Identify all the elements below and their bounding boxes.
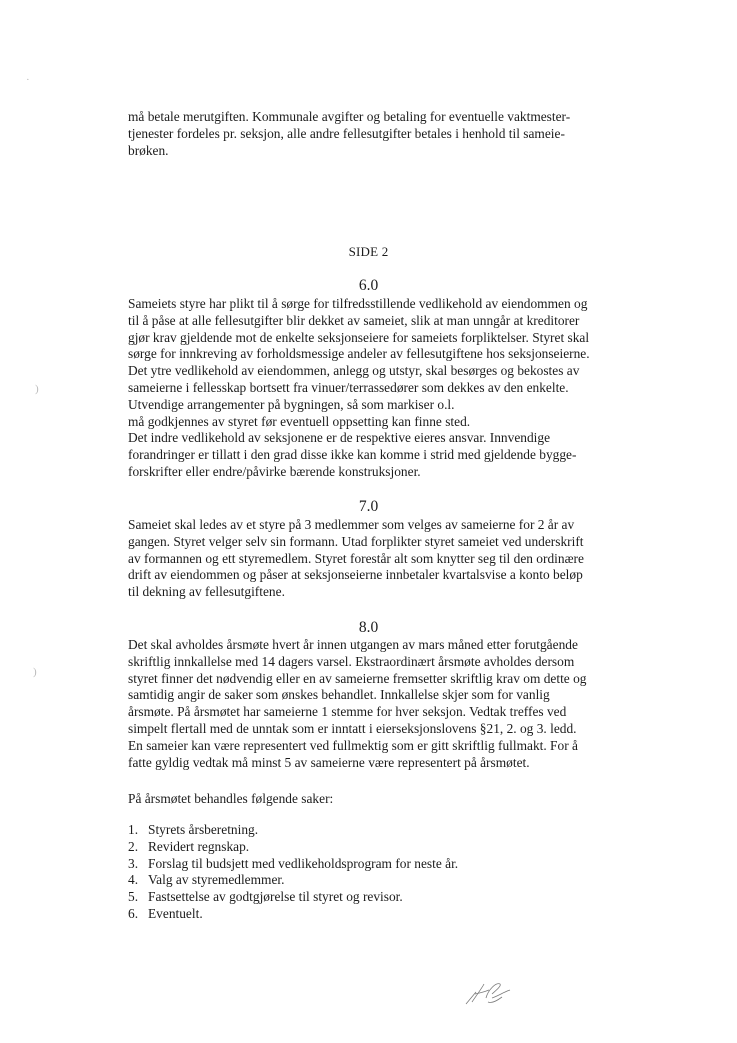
list-number: 4. xyxy=(128,872,139,888)
text-line: styret finner det nødvendig eller en av sameierne fremsetter skriftlig krav om dette og xyxy=(128,670,587,686)
list-number: 1. xyxy=(128,822,139,837)
scan-mark: ) xyxy=(33,666,37,678)
list-number: 6. xyxy=(128,905,139,921)
text-line: forskrifter eller endre/påvirke bærende konstruksjoner. xyxy=(128,463,421,479)
text-line: gangen. Styret velger selv sin formann. Utad forplikter styret sameiet ved underskrift xyxy=(128,533,584,549)
text-line: Det indre vedlikehold av seksjonene er de respektive eieres ansvar. Innvendige xyxy=(128,430,551,446)
list-item xyxy=(128,872,628,889)
text-line: forandringer er tillatt i den grad disse ikke kan komme i strid med gjeldende bygge- xyxy=(128,447,577,463)
list-text: Fastsettelse av godtgjørelse til styret og revisor. xyxy=(148,889,403,905)
section-body xyxy=(128,296,638,481)
text-line: Det skal avholdes årsmøte hvert år innen utgangen av mars måned etter forutgående xyxy=(128,637,578,652)
text-line: Det ytre vedlikehold av eiendommen, anlegg og utstyr, skal besørges og bekostes av xyxy=(128,363,580,379)
section-body xyxy=(128,637,638,771)
scan-mark: ) xyxy=(35,383,39,395)
list-item xyxy=(128,906,628,923)
text-line: drift av eiendommen og påser at seksjonseierne innbetaler kvartalsvise a konto beløp xyxy=(128,567,583,583)
text-line: Sameiets styre har plikt til å sørge for tilfredsstillende vedlikehold av eiendommen og xyxy=(128,296,588,311)
text-line: må godkjennes av styret før eventuell oppsetting kan finne sted. xyxy=(128,413,471,429)
list-text: Styrets årsberetning. xyxy=(148,822,259,837)
text-line: gjør krav gjeldende mot de enkelte seksjonseiere for sameiets forpliktelser. Styret skal xyxy=(128,329,590,345)
section-number: 6.0 xyxy=(358,277,379,294)
list-number: 2. xyxy=(128,838,139,854)
section-number: 7.0 xyxy=(358,498,379,515)
list-text: Eventuelt. xyxy=(148,905,203,921)
text-line: av formannen og ett styremedlem. Styret forestår alt som knytter seg til den ordinære xyxy=(128,550,584,566)
text-line: Utvendige arrangementer på bygningen, så som markiser o.l. xyxy=(128,396,455,412)
section-number: 8.0 xyxy=(358,619,379,636)
text-line: til å påse at alle fellesutgifter blir dekket av sameiet, slik at man unngår at kreditorer xyxy=(128,312,580,328)
scan-mark: · xyxy=(26,74,30,86)
agenda-intro xyxy=(128,791,638,808)
text-line: skriftlig innkallelse med 14 dagers varsel. Ekstraordinært årsmøte avholdes dersom xyxy=(128,653,575,669)
list-item xyxy=(128,839,628,856)
text-line: fatte gyldig vedtak må minst 5 av sameierne være representert på årsmøtet. xyxy=(128,754,530,770)
text-line: årsmøte. På årsmøtet har sameierne 1 stemme for hver seksjon. Vedtak treffes ved xyxy=(128,704,567,720)
list-text: Revidert regnskap. xyxy=(148,838,250,854)
list-number: 5. xyxy=(128,889,139,905)
top-paragraph xyxy=(128,109,638,159)
text-line: På årsmøtet behandles følgende saker: xyxy=(128,791,334,806)
text-line: simpelt flertall med de unntak som er inntatt i eierseksjonslovens §21, 2. og 3. ledd. xyxy=(128,720,577,736)
text-line: sørge for innkreving av forholdsmessige andeler av fellesutgiftene hos seksjonseierne. xyxy=(128,346,590,362)
page-label: SIDE 2 xyxy=(348,244,389,259)
text-line: må betale merutgiften. Kommunale avgifter og betaling for eventuelle vaktmester- xyxy=(128,109,571,124)
list-number: 3. xyxy=(128,855,139,871)
list-text: Valg av styremedlemmer. xyxy=(148,872,285,888)
text-line: samtidig angir de saker som ønskes behandlet. Innkallelse skjer som for vanlig xyxy=(128,687,550,703)
list-item xyxy=(128,822,628,839)
text-line: brøken. xyxy=(128,142,169,158)
list-item xyxy=(128,856,628,873)
list-text: Forslag til budsjett med vedlikeholdsprogram for neste år. xyxy=(148,855,459,871)
handwritten-initials-icon xyxy=(462,978,522,1008)
list-item xyxy=(128,889,628,906)
section-body xyxy=(128,517,638,601)
agenda-list xyxy=(128,822,628,923)
text-line: Sameiet skal ledes av et styre på 3 medlemmer som velges av sameierne for 2 år av xyxy=(128,517,575,532)
text-line: til dekning av fellesutgiftene. xyxy=(128,584,285,600)
text-line: En sameier kan være representert ved fullmektig som er gitt skriftlig fullmakt. For å xyxy=(128,737,578,753)
text-line: sameierne i fellesskap bortsett fra vinuer/terrassedører som dekkes av den enkelte. xyxy=(128,379,569,395)
text-line: tjenester fordeles pr. seksjon, alle andre fellesutgifter betales i henhold til sameie- xyxy=(128,125,565,141)
